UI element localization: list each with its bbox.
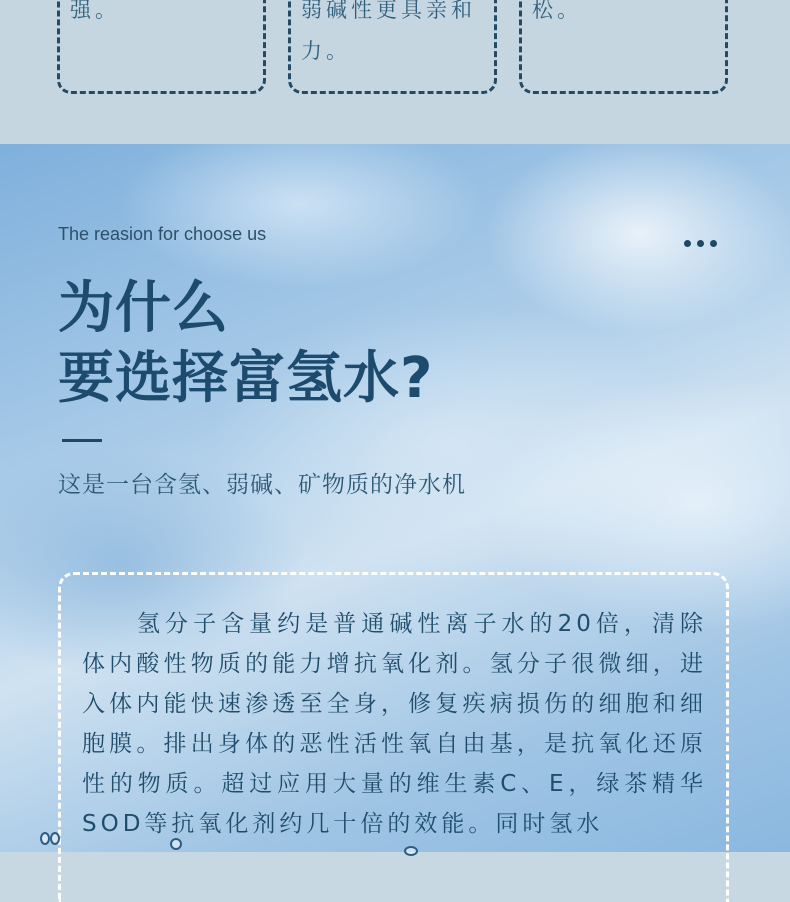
heading-line: 为什么 xyxy=(58,276,229,341)
feature-card xyxy=(288,0,497,94)
heading-line: 要选择富氢水? xyxy=(58,346,434,411)
section-tagline: 这是一台含氢、弱碱、矿物质的净水机 xyxy=(58,472,466,498)
feature-card xyxy=(57,0,266,94)
features-band xyxy=(0,0,790,144)
divider xyxy=(62,439,102,442)
body-text: 氢分子含量约是普通碱性离子水的20倍，清除体内酸性物质的能力增抗氧化剂。氢分子很微细，进入体内能快速渗透至全身，修复疾病损伤的细胞和细胞膜。排出身体的恶性活性氧自由基，是抗氧化还原性的物质。超过应用大量的维生素C、E，绿茶精华SOD等抗氧化剂约几十倍的效能。同时氢水 xyxy=(82,611,707,837)
feature-text: 弱碱性更具亲和 xyxy=(301,0,476,22)
feature-text: 松。 xyxy=(532,0,582,22)
more-dots-icon xyxy=(684,240,717,247)
why-section xyxy=(0,144,790,852)
section-subtitle: The reasion for choose us xyxy=(58,224,267,244)
section-heading xyxy=(58,274,433,414)
feature-card xyxy=(519,0,728,94)
feature-text: 强。 xyxy=(70,0,120,22)
feature-text: 力。 xyxy=(301,39,351,63)
